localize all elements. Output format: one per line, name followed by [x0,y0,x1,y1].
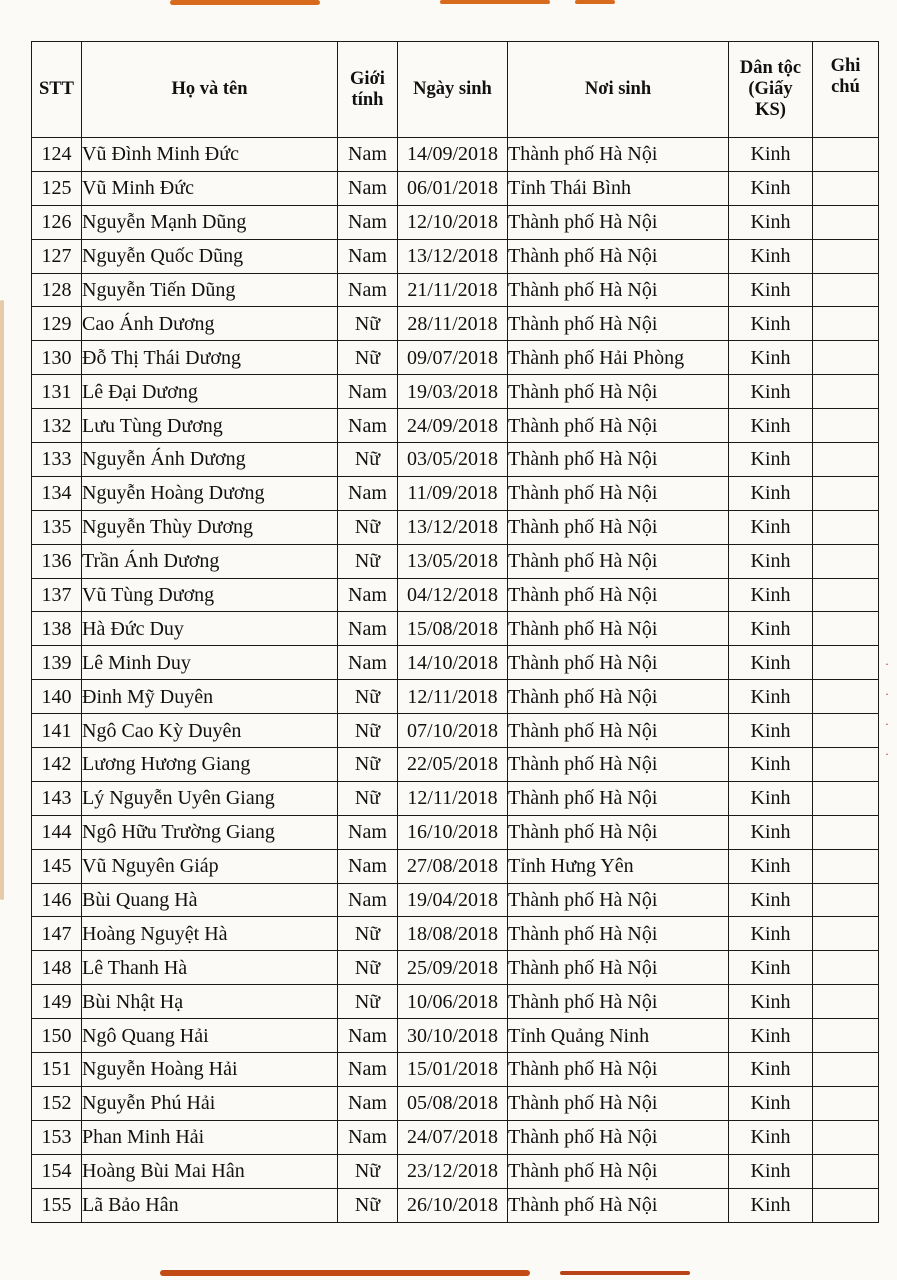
cell-dob: 12/10/2018 [398,205,508,239]
cell-gender: Nam [338,815,398,849]
cell-gender: Nam [338,1053,398,1087]
cell-birthplace: Thành phố Hà Nội [508,1188,729,1222]
cell-birthplace: Thành phố Hà Nội [508,273,729,307]
cell-gender: Nam [338,476,398,510]
cell-dob: 05/08/2018 [398,1086,508,1120]
cell-birthplace: Thành phố Hà Nội [508,1053,729,1087]
table-row [32,578,879,612]
cell-name: Ngô Cao Kỳ Duyên [82,714,338,748]
header-gender-line: Giới [350,68,385,89]
cell-dob: 12/11/2018 [398,781,508,815]
cell-gender: Nam [338,1120,398,1154]
table-row [32,273,879,307]
student-roster-table [31,41,879,1223]
cell-stt: 124 [32,138,82,172]
cell-note [813,341,879,375]
cell-dob: 19/04/2018 [398,883,508,917]
cell-note [813,680,879,714]
cell-gender: Nữ [338,307,398,341]
cell-name: Nguyễn Hoàng Dương [82,476,338,510]
cell-stt: 143 [32,781,82,815]
cell-note [813,883,879,917]
cell-stt: 135 [32,510,82,544]
cell-stt: 131 [32,375,82,409]
table-row [32,1120,879,1154]
cell-dob: 27/08/2018 [398,849,508,883]
table-row [32,680,879,714]
table-row [32,849,879,883]
cell-gender: Nam [338,849,398,883]
cell-name: Lã Bảo Hân [82,1188,338,1222]
cell-birthplace: Thành phố Hà Nội [508,138,729,172]
cell-dob: 10/06/2018 [398,985,508,1019]
cell-birthplace: Thành phố Hà Nội [508,815,729,849]
cell-name: Đinh Mỹ Duyên [82,680,338,714]
header-ethnicity-line: (Giấy [748,79,793,99]
table-row [32,883,879,917]
cell-ethnicity: Kinh [729,849,813,883]
cell-note [813,510,879,544]
cell-ethnicity: Kinh [729,917,813,951]
cell-birthplace: Thành phố Hà Nội [508,544,729,578]
cell-gender: Nữ [338,714,398,748]
header-ethnicity-line: Dân tộc [739,58,802,78]
top-edge-stripe [575,0,615,4]
cell-ethnicity: Kinh [729,951,813,985]
cell-stt: 133 [32,443,82,477]
cell-note [813,138,879,172]
cell-note [813,476,879,510]
cell-note [813,815,879,849]
cell-stt: 144 [32,815,82,849]
cell-dob: 22/05/2018 [398,748,508,782]
cell-note [813,612,879,646]
table-row [32,917,879,951]
cell-gender: Nữ [338,544,398,578]
cell-name: Phan Minh Hải [82,1120,338,1154]
table-row [32,171,879,205]
table-row [32,1188,879,1222]
cell-gender: Nam [338,375,398,409]
cell-name: Vũ Tùng Dương [82,578,338,612]
table-row [32,781,879,815]
table-row [32,714,879,748]
cell-ethnicity: Kinh [729,138,813,172]
cell-dob: 19/03/2018 [398,375,508,409]
cell-gender: Nữ [338,680,398,714]
cell-ethnicity: Kinh [729,1019,813,1053]
cell-stt: 141 [32,714,82,748]
cell-stt: 138 [32,612,82,646]
cell-name: Lê Thanh Hà [82,951,338,985]
header-row [32,42,879,138]
cell-name: Nguyễn Thùy Dương [82,510,338,544]
cell-name: Nguyễn Quốc Dũng [82,239,338,273]
cell-ethnicity: Kinh [729,1154,813,1188]
cell-ethnicity: Kinh [729,883,813,917]
header-name-label: Họ và tên [171,79,248,99]
cell-name: Lương Hương Giang [82,748,338,782]
cell-gender: Nam [338,171,398,205]
cell-gender: Nam [338,273,398,307]
cell-gender: Nam [338,883,398,917]
cell-dob: 15/01/2018 [398,1053,508,1087]
cell-name: Trần Ánh Dương [82,544,338,578]
header-stt [32,42,82,138]
cell-gender: Nữ [338,1154,398,1188]
table-row [32,815,879,849]
cell-ethnicity: Kinh [729,985,813,1019]
cell-ethnicity: Kinh [729,375,813,409]
cell-birthplace: Thành phố Hà Nội [508,781,729,815]
cell-dob: 11/09/2018 [398,476,508,510]
cell-ethnicity: Kinh [729,1120,813,1154]
table-row [32,1154,879,1188]
cell-stt: 136 [32,544,82,578]
cell-birthplace: Thành phố Hà Nội [508,239,729,273]
cell-name: Vũ Nguyên Giáp [82,849,338,883]
cell-gender: Nam [338,578,398,612]
cell-birthplace: Thành phố Hà Nội [508,307,729,341]
cell-gender: Nam [338,646,398,680]
cell-birthplace: Thành phố Hà Nội [508,612,729,646]
cell-stt: 127 [32,239,82,273]
cell-name: Lê Đại Dương [82,375,338,409]
cell-stt: 126 [32,205,82,239]
header-gender-line: tính [351,89,384,110]
cell-birthplace: Tỉnh Thái Bình [508,171,729,205]
cell-note [813,985,879,1019]
cell-dob: 14/10/2018 [398,646,508,680]
cell-birthplace: Thành phố Hà Nội [508,476,729,510]
cell-birthplace: Thành phố Hà Nội [508,375,729,409]
cell-ethnicity: Kinh [729,714,813,748]
cell-stt: 125 [32,171,82,205]
cell-name: Nguyễn Hoàng Hải [82,1053,338,1087]
cell-gender: Nữ [338,917,398,951]
cell-name: Lý Nguyễn Uyên Giang [82,781,338,815]
header-dob [398,42,508,138]
cell-dob: 15/08/2018 [398,612,508,646]
cell-note [813,307,879,341]
cell-stt: 134 [32,476,82,510]
cell-ethnicity: Kinh [729,646,813,680]
cell-birthplace: Thành phố Hà Nội [508,951,729,985]
cell-name: Bùi Quang Hà [82,883,338,917]
cell-dob: 13/12/2018 [398,239,508,273]
cell-name: Nguyễn Ánh Dương [82,443,338,477]
header-note [813,42,879,138]
cell-dob: 04/12/2018 [398,578,508,612]
cell-dob: 14/09/2018 [398,138,508,172]
cell-ethnicity: Kinh [729,781,813,815]
cell-stt: 140 [32,680,82,714]
bottom-edge-stripe [560,1271,690,1275]
cell-stt: 137 [32,578,82,612]
cell-stt: 154 [32,1154,82,1188]
cell-ethnicity: Kinh [729,612,813,646]
cell-note [813,1188,879,1222]
cell-ethnicity: Kinh [729,341,813,375]
cell-dob: 24/07/2018 [398,1120,508,1154]
cell-birthplace: Thành phố Hà Nội [508,578,729,612]
cell-name: Hoàng Bùi Mai Hân [82,1154,338,1188]
cell-note [813,1086,879,1120]
cell-birthplace: Thành phố Hà Nội [508,205,729,239]
cell-note [813,748,879,782]
cell-ethnicity: Kinh [729,171,813,205]
table-row [32,409,879,443]
cell-stt: 155 [32,1188,82,1222]
cell-gender: Nam [338,1086,398,1120]
cell-stt: 129 [32,307,82,341]
cell-note [813,443,879,477]
cell-name: Nguyễn Phú Hải [82,1086,338,1120]
bottom-edge-stripe [160,1270,530,1276]
table-row [32,341,879,375]
table-row [32,612,879,646]
cell-stt: 146 [32,883,82,917]
cell-name: Nguyễn Tiến Dũng [82,273,338,307]
cell-note [813,849,879,883]
cell-stt: 153 [32,1120,82,1154]
cell-stt: 128 [32,273,82,307]
cell-name: Nguyễn Mạnh Dũng [82,205,338,239]
cell-dob: 16/10/2018 [398,815,508,849]
cell-dob: 13/12/2018 [398,510,508,544]
cell-ethnicity: Kinh [729,205,813,239]
cell-gender: Nam [338,205,398,239]
cell-birthplace: Thành phố Hà Nội [508,985,729,1019]
cell-stt: 132 [32,409,82,443]
cell-note [813,544,879,578]
top-edge-stripe [440,0,550,4]
table-row [32,748,879,782]
table-row [32,646,879,680]
cell-note [813,917,879,951]
cell-ethnicity: Kinh [729,510,813,544]
cell-ethnicity: Kinh [729,1086,813,1120]
cell-gender: Nữ [338,985,398,1019]
header-dob-label: Ngày sinh [413,79,492,99]
table-row [32,239,879,273]
left-edge-shadow [0,300,4,900]
header-ethnicity-line: KS) [755,100,786,120]
cell-note [813,646,879,680]
cell-note [813,375,879,409]
cell-note [813,273,879,307]
header-note-line: Ghi [830,56,861,76]
cell-note [813,781,879,815]
cell-dob: 28/11/2018 [398,307,508,341]
cell-ethnicity: Kinh [729,443,813,477]
cell-note [813,409,879,443]
cell-birthplace: Thành phố Hà Nội [508,1120,729,1154]
table-row [32,476,879,510]
cell-birthplace: Thành phố Hà Nội [508,748,729,782]
margin-stamp-marks: · · · · [885,658,889,761]
cell-gender: Nam [338,409,398,443]
cell-name: Đỗ Thị Thái Dương [82,341,338,375]
header-ethnicity [729,42,813,138]
cell-ethnicity: Kinh [729,476,813,510]
cell-name: Hà Đức Duy [82,612,338,646]
cell-note [813,1019,879,1053]
cell-dob: 24/09/2018 [398,409,508,443]
cell-name: Lưu Tùng Dương [82,409,338,443]
cell-birthplace: Thành phố Hà Nội [508,646,729,680]
cell-name: Bùi Nhật Hạ [82,985,338,1019]
cell-dob: 21/11/2018 [398,273,508,307]
cell-ethnicity: Kinh [729,307,813,341]
cell-dob: 03/05/2018 [398,443,508,477]
cell-birthplace: Tỉnh Hưng Yên [508,849,729,883]
table-row [32,951,879,985]
header-name [82,42,338,138]
cell-stt: 130 [32,341,82,375]
cell-stt: 151 [32,1053,82,1087]
table-row [32,307,879,341]
cell-ethnicity: Kinh [729,815,813,849]
cell-ethnicity: Kinh [729,748,813,782]
table-row [32,375,879,409]
table-row [32,544,879,578]
cell-gender: Nữ [338,341,398,375]
table-row [32,138,879,172]
cell-ethnicity: Kinh [729,239,813,273]
table-row [32,985,879,1019]
cell-name: Hoàng Nguyệt Hà [82,917,338,951]
cell-birthplace: Thành phố Hà Nội [508,714,729,748]
table-row [32,510,879,544]
cell-note [813,578,879,612]
cell-birthplace: Thành phố Hà Nội [508,883,729,917]
cell-stt: 139 [32,646,82,680]
cell-gender: Nữ [338,443,398,477]
table-row [32,443,879,477]
cell-gender: Nam [338,1019,398,1053]
cell-birthplace: Thành phố Hà Nội [508,409,729,443]
header-note-line: chú [831,77,860,97]
cell-gender: Nữ [338,951,398,985]
table-body [32,138,879,1223]
cell-ethnicity: Kinh [729,273,813,307]
cell-dob: 09/07/2018 [398,341,508,375]
cell-birthplace: Thành phố Hải Phòng [508,341,729,375]
cell-dob: 12/11/2018 [398,680,508,714]
cell-birthplace: Thành phố Hà Nội [508,1154,729,1188]
cell-gender: Nữ [338,748,398,782]
cell-ethnicity: Kinh [729,680,813,714]
cell-birthplace: Thành phố Hà Nội [508,443,729,477]
cell-dob: 30/10/2018 [398,1019,508,1053]
cell-birthplace: Thành phố Hà Nội [508,510,729,544]
cell-name: Ngô Quang Hải [82,1019,338,1053]
header-stt-label: STT [39,79,74,99]
cell-stt: 145 [32,849,82,883]
cell-dob: 06/01/2018 [398,171,508,205]
cell-note [813,239,879,273]
cell-stt: 149 [32,985,82,1019]
cell-dob: 26/10/2018 [398,1188,508,1222]
top-edge-stripe [170,0,320,5]
cell-stt: 152 [32,1086,82,1120]
cell-birthplace: Thành phố Hà Nội [508,680,729,714]
cell-ethnicity: Kinh [729,544,813,578]
cell-dob: 25/09/2018 [398,951,508,985]
cell-ethnicity: Kinh [729,1188,813,1222]
cell-note [813,1154,879,1188]
cell-gender: Nam [338,612,398,646]
cell-stt: 147 [32,917,82,951]
cell-note [813,1053,879,1087]
table-header [32,42,879,138]
cell-stt: 148 [32,951,82,985]
cell-name: Vũ Đình Minh Đức [82,138,338,172]
table-row [32,1086,879,1120]
cell-birthplace: Thành phố Hà Nội [508,1086,729,1120]
cell-stt: 142 [32,748,82,782]
cell-gender: Nữ [338,510,398,544]
table-row [32,1053,879,1087]
cell-stt: 150 [32,1019,82,1053]
header-gender [338,42,398,138]
cell-name: Cao Ánh Dương [82,307,338,341]
cell-gender: Nam [338,138,398,172]
cell-note [813,171,879,205]
cell-gender: Nam [338,239,398,273]
cell-ethnicity: Kinh [729,409,813,443]
cell-dob: 07/10/2018 [398,714,508,748]
cell-birthplace: Tỉnh Quảng Ninh [508,1019,729,1053]
header-pob-label: Nơi sinh [584,79,652,99]
cell-note [813,205,879,239]
cell-gender: Nữ [338,781,398,815]
header-pob [508,42,729,138]
cell-note [813,714,879,748]
cell-name: Ngô Hữu Trường Giang [82,815,338,849]
cell-dob: 23/12/2018 [398,1154,508,1188]
cell-name: Vũ Minh Đức [82,171,338,205]
table-row [32,205,879,239]
cell-name: Lê Minh Duy [82,646,338,680]
table-row [32,1019,879,1053]
cell-note [813,1120,879,1154]
cell-dob: 18/08/2018 [398,917,508,951]
cell-note [813,951,879,985]
cell-gender: Nữ [338,1188,398,1222]
cell-dob: 13/05/2018 [398,544,508,578]
cell-birthplace: Thành phố Hà Nội [508,917,729,951]
cell-ethnicity: Kinh [729,578,813,612]
cell-ethnicity: Kinh [729,1053,813,1087]
